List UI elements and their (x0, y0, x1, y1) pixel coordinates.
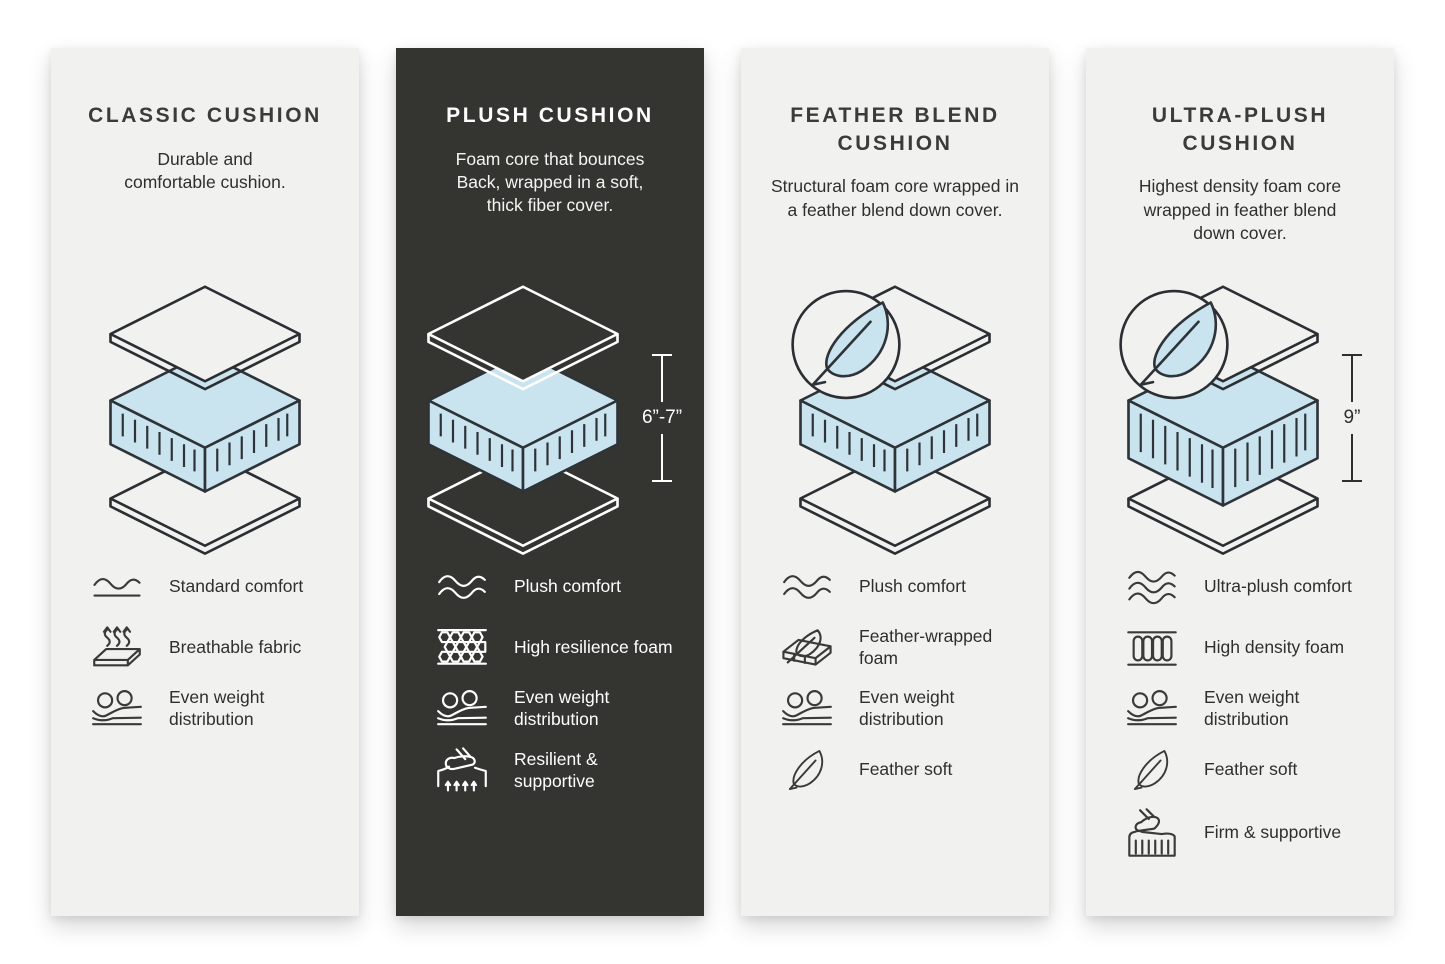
feature-row (432, 686, 682, 732)
layered-cushion-illustration (741, 276, 1049, 560)
dimension-line (661, 434, 663, 480)
feature-row (432, 747, 682, 795)
feature-row (1122, 564, 1372, 610)
panel-description: Durable and comfortable cushion. (124, 148, 286, 192)
dimension-line (661, 356, 663, 402)
panel-ultra-plush-cushion (1086, 48, 1394, 916)
cushion-layers-icon (418, 278, 628, 558)
feature-label: Breathable fabric (169, 637, 302, 658)
panel-title: CLASSIC CUSHION (88, 104, 322, 127)
panel-description: Highest density foam core wrapped in feather blend down cover. (1138, 176, 1342, 243)
layered-cushion-illustration (1086, 276, 1394, 560)
feature-label: Feather soft (1204, 759, 1298, 780)
feature-row (432, 564, 682, 610)
triple-wave-icon (1127, 567, 1177, 608)
panel-title: PLUSH CUSHION (446, 104, 654, 127)
cushion-layers-icon (100, 278, 310, 558)
feature-label: Firm & supportive (1204, 822, 1342, 843)
even-weight-icon (781, 689, 833, 729)
cushion-layers-icon (1118, 278, 1328, 558)
dimension-line (1351, 356, 1353, 402)
feature-list (1086, 564, 1394, 873)
feature-label: Resilient & supportive (514, 749, 598, 791)
feather-wrapped-foam-icon (779, 626, 835, 671)
feature-label: High density foam (1204, 637, 1345, 658)
feature-label: Feather-wrapped foam (859, 626, 993, 668)
even-weight-icon (1126, 689, 1178, 729)
feature-label: High resilience foam (514, 637, 673, 658)
single-wave-icon (92, 572, 142, 602)
feature-label: Even weight distribution (1204, 687, 1300, 729)
feature-row (87, 686, 337, 732)
feature-row (87, 564, 337, 610)
even-weight-icon (91, 689, 143, 729)
feature-row (777, 625, 1027, 671)
feature-row (1122, 747, 1372, 793)
feather-icon (1132, 748, 1172, 792)
layered-cushion-illustration (51, 276, 359, 560)
feather-badge-icon (793, 291, 900, 398)
feature-row (1122, 625, 1372, 671)
dimension-label: 6”-7” (641, 407, 683, 428)
feature-row (777, 686, 1027, 732)
resilient-supportive-icon (435, 747, 489, 795)
double-wave-icon (437, 571, 487, 604)
double-wave-icon (782, 571, 832, 604)
feature-row (777, 747, 1027, 793)
breathable-fabric-icon (91, 625, 143, 671)
layered-cushion-illustration (396, 276, 704, 560)
dimension-cap (652, 480, 672, 482)
feature-label: Even weight distribution (514, 687, 610, 729)
dimension-line (1351, 434, 1353, 480)
feature-label: Feather soft (859, 759, 953, 780)
panel-plush-cushion (396, 48, 704, 916)
feature-label: Even weight distribution (169, 687, 265, 729)
even-weight-icon (436, 689, 488, 729)
panel-classic-cushion (51, 48, 359, 916)
feature-label: Plush comfort (514, 576, 621, 597)
feature-row (432, 625, 682, 671)
feature-list (741, 564, 1049, 808)
feature-label: Standard comfort (169, 576, 304, 597)
capsule-foam-icon (1126, 628, 1178, 669)
feature-label: Plush comfort (859, 576, 966, 597)
cushion-layers-icon (790, 278, 1000, 558)
feature-list (51, 564, 359, 747)
feature-row (1122, 686, 1372, 732)
feature-list (396, 564, 704, 810)
panel-title: ULTRA-PLUSH CUSHION (1151, 104, 1329, 155)
feather-icon (787, 748, 827, 792)
panel-description: Structural foam core wrapped in a feather blend down cover. (770, 176, 1020, 220)
feature-label: Even weight distribution (859, 687, 955, 729)
feature-row (777, 564, 1027, 610)
dimension-marker (1342, 354, 1362, 482)
dimension-marker (642, 354, 682, 482)
feature-row (87, 625, 337, 671)
firm-supportive-icon (1125, 808, 1179, 858)
panel-feather-blend-cushion (741, 48, 1049, 916)
dimension-label: 9” (1343, 407, 1361, 428)
feather-badge-icon (1121, 291, 1228, 398)
feature-row (1122, 808, 1372, 858)
feature-label: Ultra-plush comfort (1204, 576, 1352, 597)
panel-title: FEATHER BLEND CUSHION (790, 104, 1000, 155)
honeycomb-foam-icon (436, 627, 488, 669)
panel-description: Foam core that bounces Back, wrapped in a soft, thick fiber cover. (455, 148, 645, 215)
dimension-cap (1342, 480, 1362, 482)
